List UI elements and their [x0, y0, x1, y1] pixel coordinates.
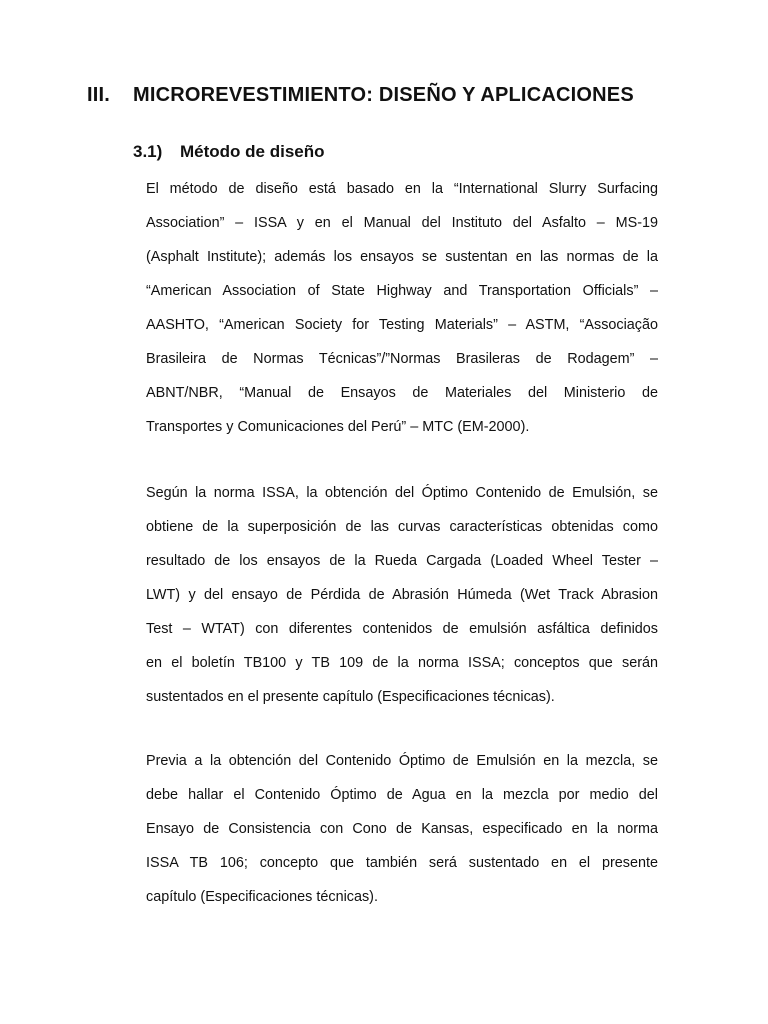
paragraph-line: AASHTO, “American Society for Testing Materials” – ASTM, “Associação — [146, 317, 658, 333]
paragraph-line: “American Association of State Highway and Transportation Officials” – — [146, 283, 658, 299]
paragraph-line: ISSA TB 106; concepto que también será sustentado en el presente — [146, 855, 658, 871]
paragraph-line: Previa a la obtención del Contenido Óptimo de Emulsión en la mezcla, se — [146, 753, 658, 769]
chapter-number: III. — [87, 84, 111, 106]
paragraph-line: debe hallar el Contenido Óptimo de Agua en la mezcla por medio del — [146, 787, 658, 803]
paragraph-line: Transportes y Comunicaciones del Perú” – MTC (EM-2000). — [146, 419, 530, 435]
paragraph-water-content — [146, 744, 658, 914]
paragraph-issa-norm — [146, 476, 658, 714]
paragraph-line: Test – WTAT) con diferentes contenidos de emulsión asfáltica definidos — [146, 621, 658, 637]
paragraph-line: obtiene de la superposición de las curvas características obtenidas como — [146, 519, 658, 535]
chapter-title: MICROREVESTIMIENTO: DISEÑO Y APLICACIONES — [133, 84, 634, 106]
paragraph-line: sustentados en el presente capítulo (Especificaciones técnicas). — [146, 689, 555, 705]
paragraph-line: Según la norma ISSA, la obtención del Óptimo Contenido de Emulsión, se — [146, 485, 658, 501]
paragraph-line: ABNT/NBR, “Manual de Ensayos de Materiales del Ministerio de — [146, 385, 658, 401]
paragraph-line: El método de diseño está basado en la “International Slurry Surfacing — [146, 181, 658, 197]
paragraph-line: Association” – ISSA y en el Manual del Instituto del Asfalto – MS-19 — [146, 215, 658, 231]
paragraph-line: Ensayo de Consistencia con Cono de Kansas, especificado en la norma — [146, 821, 658, 837]
paragraph-line: capítulo (Especificaciones técnicas). — [146, 889, 378, 905]
section-number: 3.1) — [133, 142, 163, 161]
paragraph-design-method — [146, 172, 658, 444]
section-title: Método de diseño — [180, 142, 325, 161]
paragraph-line: LWT) y del ensayo de Pérdida de Abrasión Húmeda (Wet Track Abrasion — [146, 587, 658, 603]
chapter-heading — [87, 84, 634, 107]
paragraph-line: Brasileira de Normas Técnicas”/”Normas Brasileras de Rodagem” – — [146, 351, 658, 367]
paragraph-line: en el boletín TB100 y TB 109 de la norma ISSA; conceptos que serán — [146, 655, 658, 671]
paragraph-line: resultado de los ensayos de la Rueda Cargada (Loaded Wheel Tester – — [146, 553, 658, 569]
section-heading — [133, 142, 325, 162]
paragraph-line: (Asphalt Institute); además los ensayos se sustentan en las normas de la — [146, 249, 658, 265]
